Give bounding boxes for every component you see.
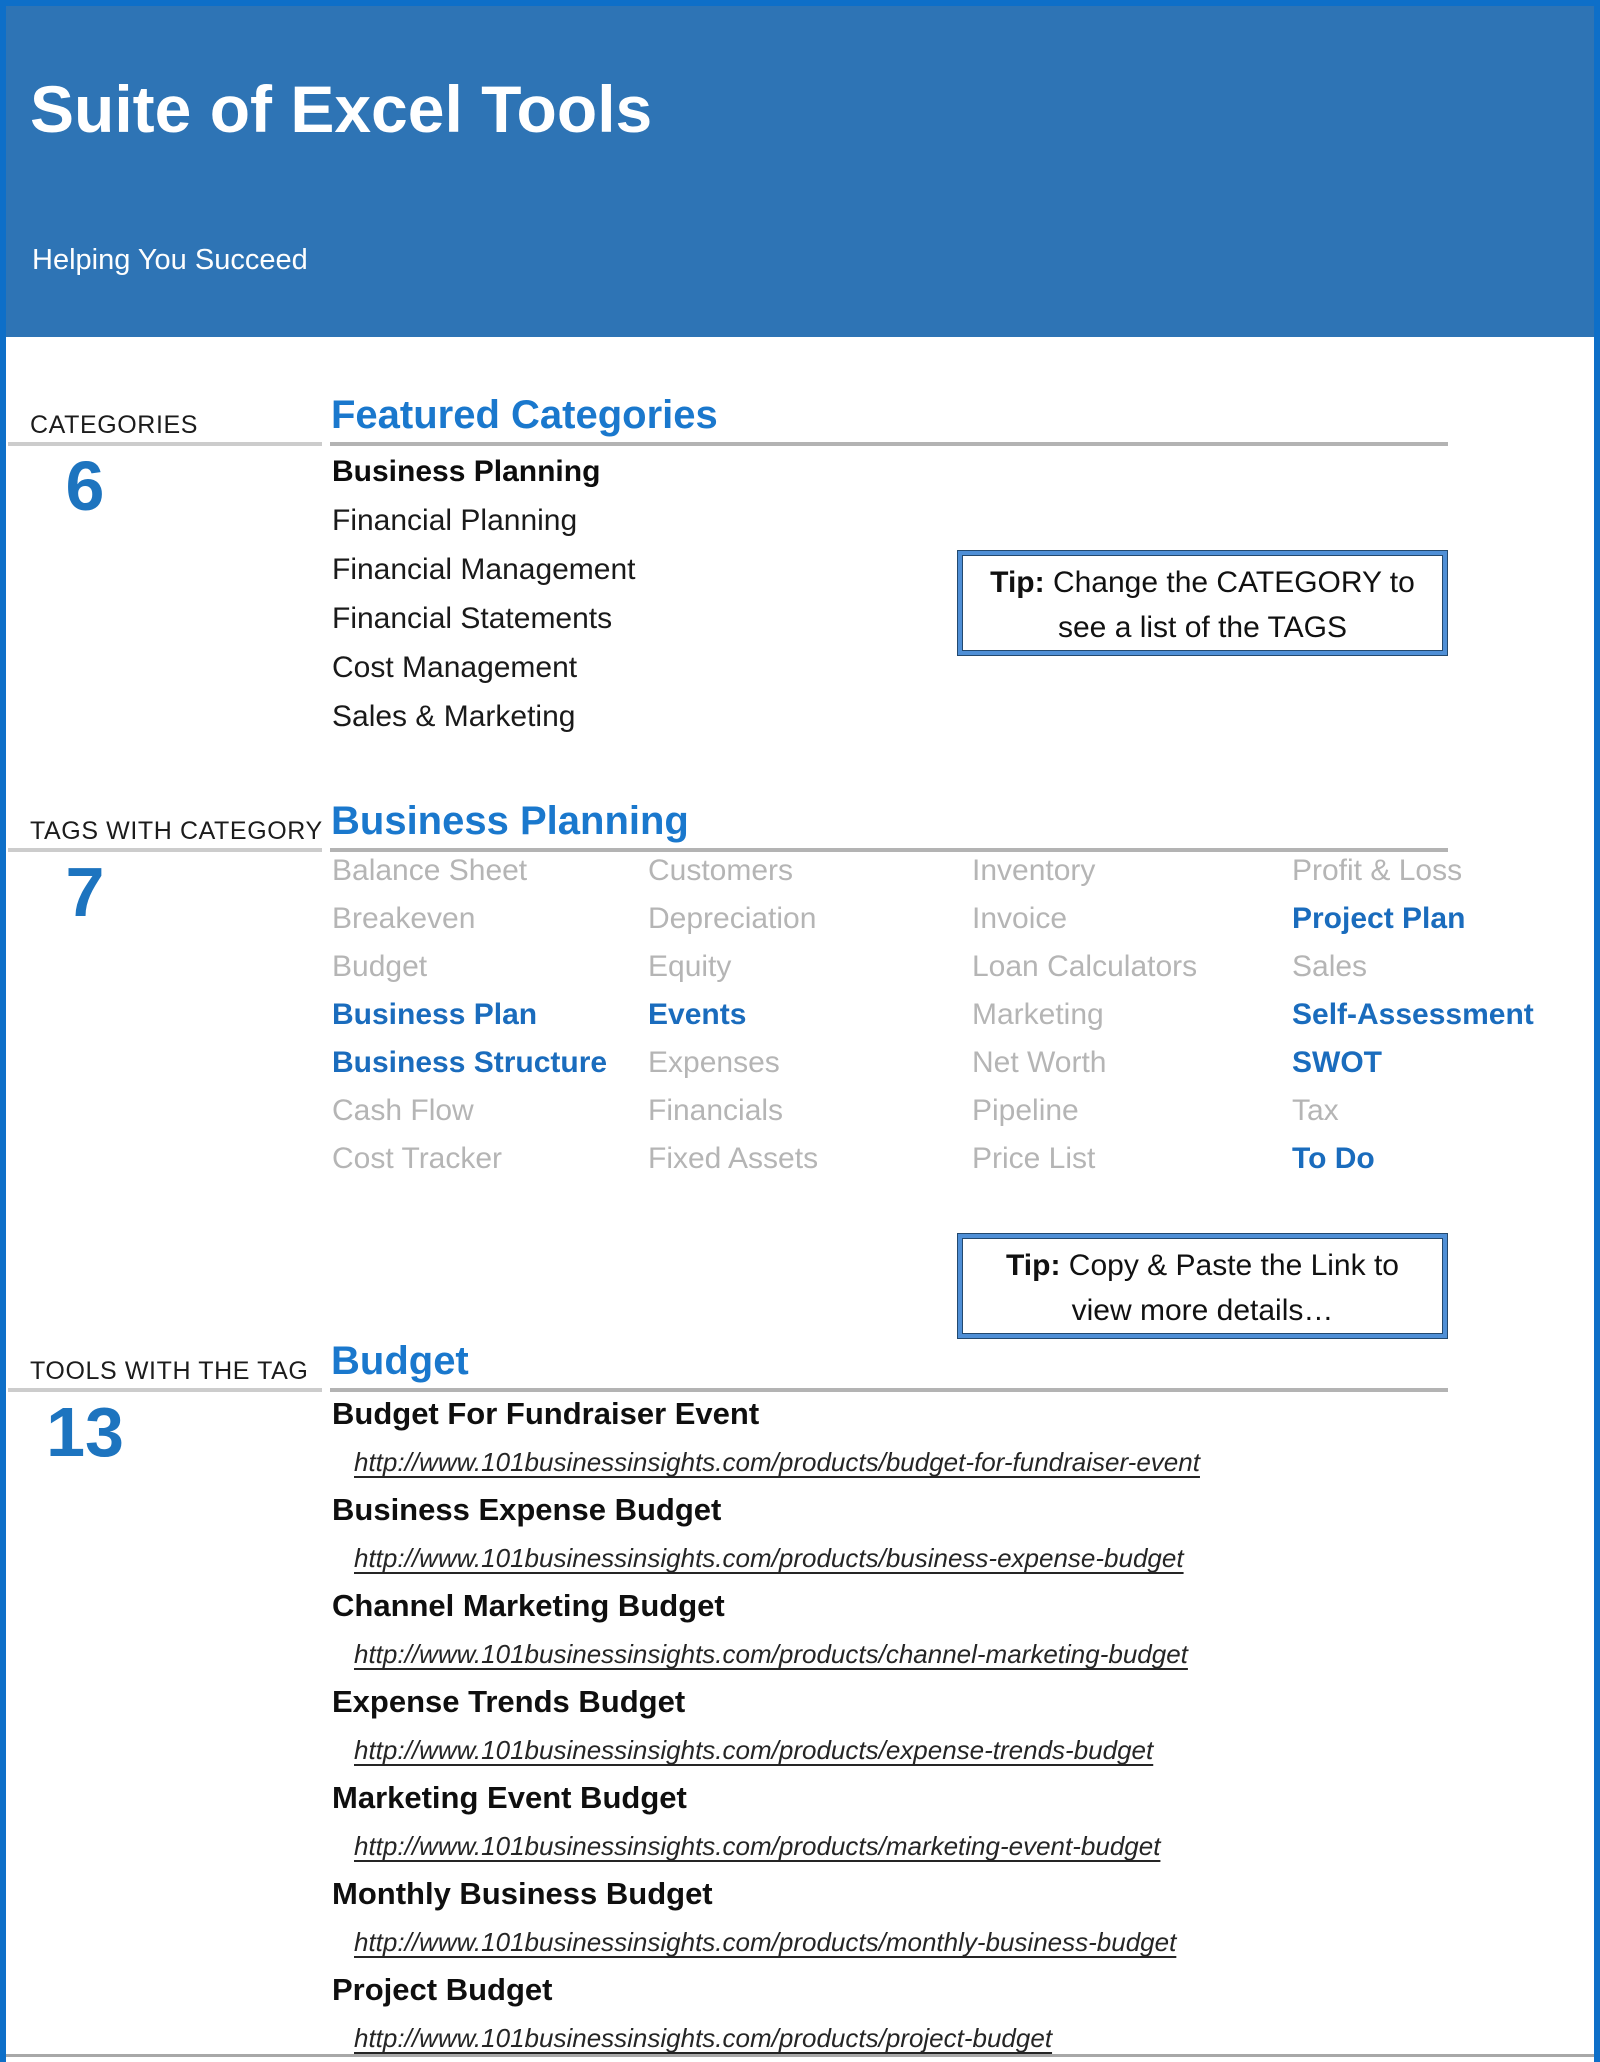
category-item: Financial Management: [332, 553, 636, 586]
tool-title: Project Budget: [332, 1972, 553, 2007]
tag: Price List: [972, 1142, 1096, 1175]
tool-item: [332, 1582, 1482, 1678]
tags-count: 7: [65, 853, 105, 931]
tool-item: [332, 1390, 1482, 1486]
tag: Budget: [332, 950, 428, 983]
header-banner: [0, 0, 1600, 337]
tag-active: Events: [648, 998, 747, 1031]
tool-item: [332, 1678, 1482, 1774]
rule-main-1: [330, 442, 1448, 446]
tag-active: Business Structure: [332, 1046, 608, 1079]
rule-sidebar-2: [8, 848, 322, 852]
tag: Loan Calculators: [972, 950, 1198, 983]
tools-list: [332, 1390, 1482, 2062]
tag: Net Worth: [972, 1046, 1107, 1079]
tool-item: [332, 1870, 1482, 1966]
tool-link[interactable]: http://www.101businessinsights.com/products/budget-for-fundraiser-event: [354, 1447, 1200, 1477]
rule-sidebar-1: [8, 442, 322, 446]
tip-line: view more details…: [1071, 1294, 1334, 1327]
category-item: Business Planning: [332, 455, 601, 488]
tool-link[interactable]: http://www.101businessinsights.com/products/expense-trends-budget: [354, 1735, 1154, 1765]
tools-count: 13: [46, 1393, 124, 1471]
category-item: Financial Statements: [332, 602, 613, 635]
category-item: Financial Planning: [332, 504, 578, 537]
tool-item: [332, 1774, 1482, 1870]
tag-active: Business Plan: [332, 998, 538, 1031]
tag: Fixed Assets: [648, 1142, 819, 1175]
tag-column-2: [648, 847, 958, 1183]
tool-link[interactable]: http://www.101businessinsights.com/products/marketing-event-budget: [354, 1831, 1161, 1861]
tip-line: see a list of the TAGS: [1057, 611, 1348, 644]
tag: Cost Tracker: [332, 1142, 503, 1175]
tip-box-category: [958, 551, 1447, 655]
tool-item: [332, 1966, 1482, 2062]
category-list: [332, 447, 1032, 741]
tag: Depreciation: [648, 902, 817, 935]
page-border-left: [0, 0, 6, 2062]
categories-side-label: CATEGORIES: [30, 411, 199, 439]
page-subtitle: Helping You Succeed: [32, 244, 308, 276]
category-item: Sales & Marketing: [332, 700, 576, 733]
tool-link[interactable]: http://www.101businessinsights.com/products/project-budget: [354, 2023, 1053, 2053]
tool-title: Budget For Fundraiser Event: [332, 1396, 760, 1431]
tag-active: Self-Assessment: [1292, 998, 1534, 1031]
tag: Equity: [648, 950, 732, 983]
tip-line: Tip: Change the CATEGORY to: [990, 566, 1415, 599]
tip-box-link: [958, 1234, 1447, 1338]
tag-column-1: [332, 847, 642, 1183]
page-bottom-edge: [0, 2054, 1600, 2057]
tag: Customers: [648, 854, 794, 887]
tool-title: Business Expense Budget: [332, 1492, 722, 1527]
tag: Breakeven: [332, 902, 476, 935]
tag-active: SWOT: [1292, 1046, 1382, 1079]
tool-link[interactable]: http://www.101businessinsights.com/products/channel-marketing-budget: [354, 1639, 1188, 1669]
tag: Balance Sheet: [332, 854, 528, 887]
tool-title: Marketing Event Budget: [332, 1780, 687, 1815]
page-title: Suite of Excel Tools: [30, 72, 653, 146]
tag: Invoice: [972, 902, 1068, 935]
tag: Expenses: [648, 1046, 780, 1079]
tags-side-label: TAGS WITH CATEGORY: [30, 817, 323, 845]
tag: Sales: [1292, 950, 1368, 983]
tip-line: Tip: Copy & Paste the Link to: [1006, 1249, 1399, 1282]
tag: Tax: [1292, 1094, 1339, 1127]
tag-active: Project Plan: [1292, 902, 1466, 935]
tag: Marketing: [972, 998, 1104, 1031]
category-item: Cost Management: [332, 651, 578, 684]
tag: Inventory: [972, 854, 1096, 887]
tip-bold: Tip:: [1006, 1249, 1061, 1282]
page-border-right: [1594, 0, 1600, 2062]
tool-link[interactable]: http://www.101businessinsights.com/products/monthly-business-budget: [354, 1927, 1177, 1957]
tool-item: [332, 1486, 1482, 1582]
tag: Financials: [648, 1094, 784, 1127]
tool-title: Monthly Business Budget: [332, 1876, 713, 1911]
tool-title: Channel Marketing Budget: [332, 1588, 725, 1623]
tool-link[interactable]: http://www.101businessinsights.com/products/business-expense-budget: [354, 1543, 1184, 1573]
tag: Cash Flow: [332, 1094, 474, 1127]
rule-sidebar-3: [8, 1388, 322, 1392]
tools-tag-heading: Budget: [331, 1339, 469, 1383]
tag: Profit & Loss: [1292, 854, 1463, 887]
categories-count: 6: [65, 447, 105, 525]
tag: Pipeline: [972, 1094, 1079, 1127]
tags-category-heading: Business Planning: [331, 799, 689, 843]
tag-column-3: [972, 847, 1282, 1183]
tag-active: To Do: [1292, 1142, 1375, 1175]
tip-bold: Tip:: [990, 566, 1045, 599]
tag-column-4: [1292, 847, 1600, 1183]
featured-categories-heading: Featured Categories: [331, 393, 718, 437]
tools-side-label: TOOLS WITH THE TAG: [30, 1357, 309, 1385]
tool-title: Expense Trends Budget: [332, 1684, 686, 1719]
